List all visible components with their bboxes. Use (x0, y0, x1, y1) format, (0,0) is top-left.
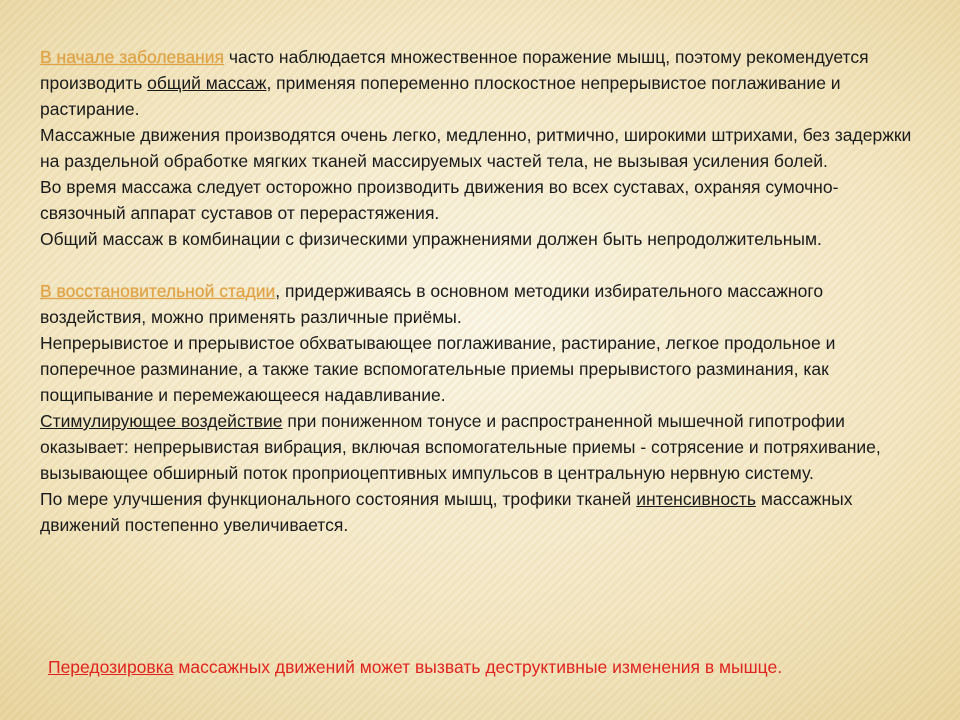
paragraph-stimulating-effect (40, 408, 920, 486)
underlined-term-intensity: интенсивность (636, 489, 756, 509)
text-segment: массажных движений может вызвать деструктивные изменения в мышце. (173, 656, 783, 677)
text-segment: , придерживаясь в основном методики избирательного массажного воздействия, можно применять различные приёмы. (40, 281, 824, 327)
heading-early-stage: В начале заболевания (40, 47, 225, 67)
slide-body (40, 44, 920, 538)
paragraph-general-massage-duration: Общий массаж в комбинации с физическими упражнениями должен быть непродолжительным. (40, 229, 822, 249)
text-segment: часто наблюдается множественное поражение мышц, поэтому рекомендуется производить (40, 47, 869, 93)
section-early-stage (40, 44, 920, 252)
paragraph-techniques: Непрерывистое и прерывистое обхватывающее поглаживание, растирание, легкое продольное и поперечное разминание, а также такие вспомогательные приемы прерывистого разминания, как пощипывание и перемежающееся надавливание. (40, 333, 836, 405)
text-segment: при пониженном тонусе и распространенной мышечной гипотрофии оказывает: непрерывистая вибрация, включая вспомогательные приемы - сотрясение и потряхивание, вызывающее обширный поток проприоцептивных импульсов в центральную нервную систему. (40, 411, 881, 483)
text-segment: , применяя попеременно плоскостное непрерывистое поглаживание и растирание. (40, 73, 841, 119)
underlined-term-general-massage: общий массаж (147, 73, 267, 93)
text-segment: По мере улучшения функционального состояния мышц, трофики тканей (40, 489, 637, 509)
underlined-term-overdose: Передозировка (48, 656, 174, 677)
paragraph-joint-movements: Во время массажа следует осторожно производить движения во всех суставах, охраняя сумочно-связочный аппарат суставов от перерастяжения. (40, 177, 839, 223)
paragraph-spacer (40, 252, 920, 278)
paragraph-early-intro (40, 44, 920, 122)
heading-recovery-stage: В восстановительной стадии (40, 281, 276, 301)
paragraph-intensity (40, 486, 920, 538)
paragraph-recovery-intro (40, 278, 920, 330)
text-segment: массажных движений постепенно увеличивается. (40, 489, 853, 535)
section-recovery-stage (40, 278, 920, 538)
warning-overdose (48, 654, 928, 680)
paragraph-massage-movements: Массажные движения производятся очень легко, медленно, ритмично, широкими штрихами, без задержки на раздельной обработке мягких тканей массируемых частей тела, не вызывая усиления болей. (40, 125, 912, 171)
underlined-term-stimulating-effect: Стимулирующее воздействие (40, 411, 283, 431)
